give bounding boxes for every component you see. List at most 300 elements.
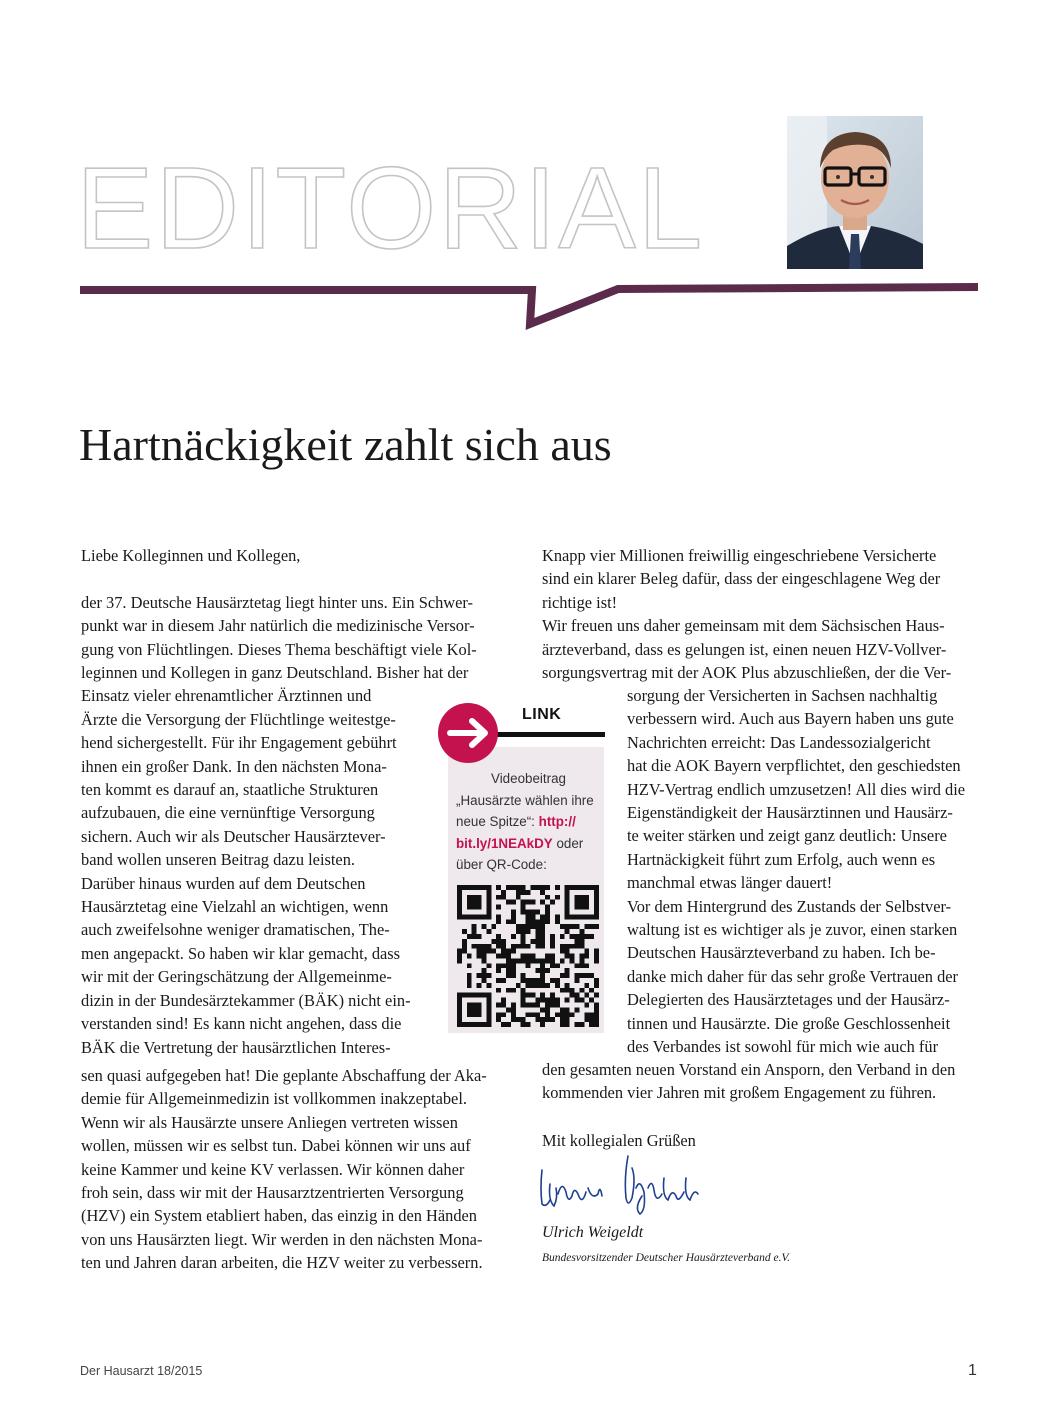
qr-module <box>521 890 526 895</box>
qr-module <box>496 895 501 900</box>
qr-module <box>579 905 584 910</box>
qr-module <box>481 949 486 954</box>
qr-module <box>540 914 545 919</box>
qr-module <box>535 909 540 914</box>
text-line: sen quasi aufgegeben hat! Die geplante Abschaffung der Aka- <box>81 1066 487 1085</box>
qr-module <box>530 983 535 988</box>
qr-module <box>526 983 531 988</box>
link-label: LINK <box>522 706 562 723</box>
qr-module <box>584 993 589 998</box>
qr-module <box>594 924 599 929</box>
qr-module <box>496 914 501 919</box>
qr-module <box>530 900 535 905</box>
qr-module <box>467 914 472 919</box>
qr-module <box>535 919 540 924</box>
qr-module <box>467 1003 472 1008</box>
qr-module <box>457 1007 462 1012</box>
text-line: froh sein, dass wir mit der Hausarztzentrierten Versorgung <box>81 1183 464 1203</box>
qr-module <box>575 914 580 919</box>
text-line: leginnen und Kollegen in ganz Deutschland. Bisher hat der <box>81 663 469 683</box>
qr-module <box>565 954 570 959</box>
qr-module <box>589 1022 594 1027</box>
qr-module <box>560 1017 565 1022</box>
qr-module <box>521 988 526 993</box>
qr-module <box>550 963 555 968</box>
qr-module <box>457 890 462 895</box>
qr-module <box>481 1022 486 1027</box>
qr-module <box>521 924 526 929</box>
qr-module <box>457 1012 462 1017</box>
qr-module <box>511 919 516 924</box>
qr-module <box>594 954 599 959</box>
qr-module <box>511 1007 516 1012</box>
text-line: Delegierten des Hausärztetages und der Hausärz- <box>627 990 950 1010</box>
qr-module <box>521 973 526 978</box>
qr-module <box>579 958 584 963</box>
qr-module <box>535 885 540 890</box>
qr-module <box>457 909 462 914</box>
qr-module <box>530 885 535 890</box>
qr-module <box>530 914 535 919</box>
qr-module <box>555 1012 560 1017</box>
qr-module <box>516 958 521 963</box>
qr-module <box>535 998 540 1003</box>
qr-module <box>565 973 570 978</box>
qr-module <box>584 905 589 910</box>
qr-module <box>496 944 501 949</box>
qr-module <box>511 914 516 919</box>
qr-module <box>501 939 506 944</box>
qr-module <box>560 924 565 929</box>
qr-module <box>462 993 467 998</box>
qr-module <box>457 954 462 959</box>
qr-module <box>521 909 526 914</box>
qr-module <box>550 998 555 1003</box>
qr-module <box>486 963 491 968</box>
qr-module <box>486 944 491 949</box>
qr-module <box>526 890 531 895</box>
qr-module <box>496 978 501 983</box>
qr-module <box>506 1007 511 1012</box>
qr-module <box>496 963 501 968</box>
qr-module <box>486 993 491 998</box>
qr-module <box>462 949 467 954</box>
text-line: HZV-Vertrag endlich umzusetzen! All dies wird die <box>627 779 966 799</box>
qr-module <box>584 924 589 929</box>
qr-module <box>560 1007 565 1012</box>
qr-module <box>545 958 550 963</box>
qr-module <box>530 939 535 944</box>
qr-module <box>511 1003 516 1008</box>
qr-module <box>457 958 462 963</box>
qr-module <box>550 900 555 905</box>
qr-module <box>530 954 535 959</box>
portrait-photo <box>787 116 923 269</box>
qr-module <box>594 1003 599 1008</box>
qr-module <box>584 1003 589 1008</box>
qr-module <box>565 1007 570 1012</box>
text-line: ten kommt es darauf an, staatliche Strukturen <box>81 780 379 800</box>
qr-module <box>550 944 555 949</box>
qr-module <box>565 944 570 949</box>
text-line: keine Kammer und keine KV verlassen. Wir können daher <box>81 1159 465 1179</box>
qr-module <box>496 939 501 944</box>
qr-module <box>467 885 472 890</box>
qr-module <box>477 914 482 919</box>
qr-module <box>501 890 506 895</box>
link-text-line <box>456 833 601 855</box>
qr-module <box>467 973 472 978</box>
qr-module <box>477 1007 482 1012</box>
text-line: richtige ist! <box>542 592 618 612</box>
qr-module <box>477 885 482 890</box>
qr-module <box>477 983 482 988</box>
qr-module <box>579 944 584 949</box>
qr-module <box>481 978 486 983</box>
text-line: BÄK die Vertretung der hausärztlichen Interes- <box>81 1037 391 1057</box>
qr-module <box>496 905 501 910</box>
qr-module <box>526 914 531 919</box>
qr-module <box>511 934 516 939</box>
text-line: dizin in der Bundesärztekammer (BÄK) nicht ein- <box>81 990 411 1010</box>
qr-module <box>516 890 521 895</box>
qr-module <box>521 900 526 905</box>
qr-module <box>496 919 501 924</box>
qr-module <box>535 1003 540 1008</box>
qr-module <box>555 998 560 1003</box>
qr-module <box>511 949 516 954</box>
section-kicker: EDITORIAL <box>76 143 705 273</box>
qr-module <box>584 1017 589 1022</box>
qr-module <box>540 890 545 895</box>
text-line: demie für Allgemeinmedizin ist vollkommen inakzeptabel. <box>81 1089 467 1109</box>
qr-module <box>565 900 570 905</box>
qr-module <box>496 968 501 973</box>
qr-module <box>584 949 589 954</box>
qr-module <box>511 958 516 963</box>
qr-module <box>589 885 594 890</box>
qr-module <box>535 958 540 963</box>
qr-module <box>584 900 589 905</box>
text-line: wir mit der Geringschätzung der Allgemeinme- <box>81 967 392 987</box>
qr-module <box>565 895 570 900</box>
qr-module <box>506 954 511 959</box>
qr-module <box>584 934 589 939</box>
qr-module <box>570 934 575 939</box>
qr-module <box>506 919 511 924</box>
qr-module <box>565 988 570 993</box>
text-line: sichern. Auch wir als Deutscher Hausärztever- <box>81 826 386 846</box>
qr-module <box>506 963 511 968</box>
qr-module <box>540 983 545 988</box>
qr-module <box>589 924 594 929</box>
qr-module <box>457 895 462 900</box>
qr-module <box>530 924 535 929</box>
qr-module <box>467 934 472 939</box>
qr-module <box>584 983 589 988</box>
qr-module <box>550 954 555 959</box>
qr-module <box>575 963 580 968</box>
qr-module <box>540 900 545 905</box>
qr-module <box>565 890 570 895</box>
qr-module <box>579 939 584 944</box>
qr-module <box>579 895 584 900</box>
salutation: Liebe Kolleginnen und Kollegen, <box>81 546 301 565</box>
text-line: Wenn wir als Hausärzte unsere Anliegen vertreten wissen <box>81 1112 458 1132</box>
qr-module <box>570 993 575 998</box>
qr-module <box>477 895 482 900</box>
qr-module <box>594 978 599 983</box>
qr-module <box>545 1012 550 1017</box>
qr-module <box>496 988 501 993</box>
qr-module <box>575 924 580 929</box>
qr-module <box>579 963 584 968</box>
qr-module <box>472 944 477 949</box>
qr-module <box>575 905 580 910</box>
qr-module <box>521 958 526 963</box>
qr-module <box>477 1012 482 1017</box>
qr-module <box>526 958 531 963</box>
qr-module <box>486 983 491 988</box>
qr-module <box>516 944 521 949</box>
qr-module <box>472 1012 477 1017</box>
qr-module <box>555 919 560 924</box>
qr-module <box>521 1022 526 1027</box>
qr-module <box>467 905 472 910</box>
qr-module <box>560 973 565 978</box>
qr-module <box>501 998 506 1003</box>
qr-module <box>511 973 516 978</box>
qr-module <box>594 993 599 998</box>
qr-module <box>496 1012 501 1017</box>
qr-module <box>540 1017 545 1022</box>
qr-module <box>565 983 570 988</box>
qr-module <box>579 885 584 890</box>
qr-module <box>540 1022 545 1027</box>
qr-module <box>594 949 599 954</box>
qr-module <box>511 968 516 973</box>
qr-module <box>535 944 540 949</box>
qr-module <box>457 885 462 890</box>
qr-module <box>526 900 531 905</box>
qr-module <box>560 944 565 949</box>
closing-greeting: Mit kollegialen Grüßen <box>542 1131 696 1150</box>
qr-module <box>501 949 506 954</box>
video-url-part-2[interactable]: bit.ly/1NEAkDY <box>456 835 553 851</box>
text-line: waltung ist es wichtiger als je zuvor, einen starken <box>627 920 958 940</box>
qr-module <box>467 1012 472 1017</box>
text-line: Deutschen Hausärzteverband zu haben. Ich be- <box>627 943 936 963</box>
qr-module <box>496 1003 501 1008</box>
qr-module <box>545 914 550 919</box>
qr-module <box>540 919 545 924</box>
qr-module <box>481 973 486 978</box>
qr-module <box>486 998 491 1003</box>
qr-module <box>501 1003 506 1008</box>
qr-module <box>457 914 462 919</box>
qr-module <box>481 944 486 949</box>
qr-module <box>491 924 496 929</box>
qr-module <box>457 1003 462 1008</box>
qr-module <box>462 1022 467 1027</box>
qr-module <box>565 885 570 890</box>
text-line: ten und Jahren daran arbeiten, die HZV weiter zu verbessern. <box>81 1253 483 1273</box>
qr-module <box>540 885 545 890</box>
qr-module <box>565 968 570 973</box>
qr-module <box>501 978 506 983</box>
qr-module <box>491 949 496 954</box>
qr-module <box>579 929 584 934</box>
qr-module <box>535 1017 540 1022</box>
qr-module <box>579 998 584 1003</box>
qr-module <box>555 1003 560 1008</box>
qr-module <box>570 944 575 949</box>
qr-module <box>535 978 540 983</box>
qr-module <box>530 1012 535 1017</box>
page-number: 1 <box>968 1362 977 1379</box>
qr-module <box>491 939 496 944</box>
qr-module <box>530 909 535 914</box>
qr-module <box>560 1012 565 1017</box>
qr-module <box>496 954 501 959</box>
qr-module <box>584 895 589 900</box>
qr-module <box>506 885 511 890</box>
qr-module <box>589 1017 594 1022</box>
qr-module <box>570 988 575 993</box>
qr-module <box>545 909 550 914</box>
qr-module <box>594 1017 599 1022</box>
qr-module <box>545 998 550 1003</box>
qr-module <box>526 1012 531 1017</box>
qr-module <box>575 993 580 998</box>
qr-module <box>594 885 599 890</box>
video-url-part-1[interactable]: http:// <box>538 814 576 829</box>
qr-module <box>506 1022 511 1027</box>
text-line: Vor dem Hintergrund des Zustands der Selbstver- <box>627 896 952 916</box>
qr-module <box>457 998 462 1003</box>
qr-module <box>486 890 491 895</box>
qr-module <box>589 988 594 993</box>
qr-module <box>501 1022 506 1027</box>
text-line: Ärzte die Versorgung der Flüchtlinge weitestge- <box>81 709 396 729</box>
qr-module <box>570 924 575 929</box>
footer-publication: Der Hausarzt 18/2015 <box>80 1364 203 1378</box>
qr-module <box>477 1022 482 1027</box>
qr-module <box>530 978 535 983</box>
qr-module <box>477 954 482 959</box>
text-line: tinnen und Hausärzte. Die große Geschlossenheit <box>627 1013 951 1033</box>
link-text-line: „Hausärzte wählen ihre <box>456 792 594 808</box>
qr-module <box>516 1017 521 1022</box>
qr-module <box>535 983 540 988</box>
qr-module <box>535 939 540 944</box>
qr-module <box>526 1022 531 1027</box>
qr-module <box>486 1012 491 1017</box>
qr-module <box>516 929 521 934</box>
qr-module <box>462 885 467 890</box>
qr-module <box>486 949 491 954</box>
qr-module <box>530 993 535 998</box>
qr-module <box>570 914 575 919</box>
qr-module <box>540 924 545 929</box>
qr-module <box>594 914 599 919</box>
qr-module <box>594 909 599 914</box>
qr-module <box>467 954 472 959</box>
qr-module <box>594 1022 599 1027</box>
qr-module <box>579 914 584 919</box>
link-text-line: über QR-Code: <box>456 857 547 872</box>
qr-module <box>486 900 491 905</box>
qr-module <box>550 939 555 944</box>
qr-module <box>579 934 584 939</box>
qr-module <box>477 993 482 998</box>
qr-module <box>481 993 486 998</box>
qr-code[interactable] <box>457 885 599 1027</box>
text-line: Darüber hinaus wurden auf dem Deutschen <box>81 873 366 893</box>
qr-module <box>467 993 472 998</box>
qr-module <box>584 973 589 978</box>
text-line: Knapp vier Millionen freiwillig eingeschriebene Versicherte <box>542 546 937 565</box>
qr-module <box>540 978 545 983</box>
qr-module <box>540 929 545 934</box>
qr-module <box>570 958 575 963</box>
qr-module <box>472 1003 477 1008</box>
text-line: danke mich daher für das sehr große Vertrauen der <box>627 966 959 986</box>
qr-module <box>575 944 580 949</box>
qr-module <box>565 1022 570 1027</box>
qr-module <box>462 944 467 949</box>
qr-module <box>530 919 535 924</box>
qr-module <box>594 983 599 988</box>
qr-module <box>526 909 531 914</box>
qr-module <box>526 978 531 983</box>
qr-module <box>511 885 516 890</box>
qr-module <box>467 1022 472 1027</box>
qr-module <box>565 929 570 934</box>
qr-module <box>472 993 477 998</box>
qr-module <box>530 1003 535 1008</box>
qr-module <box>550 1003 555 1008</box>
qr-module <box>506 958 511 963</box>
qr-module <box>584 914 589 919</box>
link-text-fragment: neue Spitze“: <box>456 814 539 829</box>
qr-module <box>594 900 599 905</box>
qr-module <box>486 973 491 978</box>
qr-module <box>516 924 521 929</box>
qr-module <box>511 909 516 914</box>
handwritten-signature <box>536 1148 706 1218</box>
text-line: manchmal etwas länger dauert! <box>627 873 833 893</box>
qr-module <box>521 939 526 944</box>
qr-module <box>545 1017 550 1022</box>
qr-module <box>535 934 540 939</box>
qr-module <box>555 963 560 968</box>
qr-module <box>467 963 472 968</box>
qr-module <box>545 954 550 959</box>
link-text-line <box>456 811 601 833</box>
article-headline: Hartnäckigkeit zahlt sich aus <box>79 419 612 470</box>
qr-module <box>501 944 506 949</box>
qr-module <box>462 929 467 934</box>
column-2-middle <box>627 684 982 1059</box>
qr-module <box>584 963 589 968</box>
qr-module <box>540 993 545 998</box>
qr-module <box>467 1007 472 1012</box>
qr-module <box>457 949 462 954</box>
text-line: ärzteverband, dass es gelungen ist, einen neuen HZV-Vollver- <box>542 639 947 659</box>
qr-module <box>481 954 486 959</box>
qr-module <box>462 939 467 944</box>
